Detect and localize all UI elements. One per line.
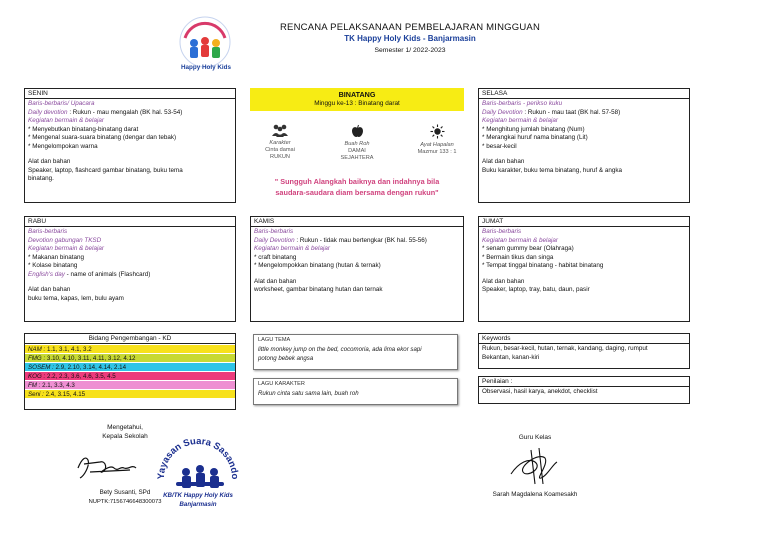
karakter-label: Karakter [269, 139, 291, 146]
tema-quote [250, 177, 464, 198]
karakter-value2: RUKUN [270, 153, 290, 160]
tema-box [250, 88, 464, 205]
spacer [254, 271, 460, 278]
activity-line: Kegiatan bermain & belajar [28, 117, 104, 124]
kd-values: 3.10, 4.10, 3.11, 4.11, 3.12, 4.12 [46, 355, 136, 362]
apple-icon [351, 124, 364, 138]
activity-line: buku tema, kapas, lem, bulu ayam [28, 294, 124, 302]
activity-line-value: : Rukun - tidak mau bertengkar (BK hal. 55-56) [296, 236, 427, 244]
activity-line: worksheet, gambar binatang hutan dan ternak [254, 286, 383, 293]
activity-line: Alat dan bahan [28, 286, 71, 293]
stamp-line-2: Banjarmasin [179, 501, 217, 508]
kd-code: SOSEM : [28, 364, 54, 371]
kd-values: 2.1, 3.3, 4.3 [42, 382, 75, 389]
activity-line: * senam gummy bear (Olahraga) [482, 245, 574, 252]
senin-box [24, 88, 236, 203]
selasa-content [479, 99, 689, 176]
buah-roh-value2: SEJAHTERA [340, 154, 374, 161]
activity-line [482, 109, 686, 118]
ayat-value: Mazmur 133 : 1 [417, 148, 457, 155]
sign-left-nuptk: NUPTK:7156746648300073 [88, 499, 162, 505]
activity-line-value: - name of animals (Flashcard) [66, 270, 151, 278]
activity-line-label: Daily Devotion [254, 236, 297, 244]
activity-line: * Bermain tikus dan singa [482, 253, 554, 261]
lagu-karakter-text: Rukun cinta satu sama lain, buah roh [258, 389, 359, 397]
kd-row [25, 353, 235, 362]
kd-values: 2.9, 2.10, 3.14, 4.14, 2.14 [55, 364, 127, 371]
sign-right-line1: Guru Kelas [518, 434, 552, 441]
selasa-title: SELASA [479, 89, 689, 99]
jumat-box [478, 216, 690, 322]
kd-values: 2.4, 3.15, 4.15 [45, 391, 86, 398]
kd-code: NAM : [28, 346, 46, 353]
activity-line: Kegiatan bermain & belajar [482, 117, 558, 124]
activity-line: * Menghitung jumlah binatang (Num) [482, 125, 585, 133]
activity-line: * craft binatang [254, 253, 297, 261]
activity-line: Baris-berbaris [254, 228, 294, 235]
activity-line: Baris-berbaris [28, 228, 68, 235]
ayat-label: Ayat Hapalan [420, 141, 454, 148]
kamis-content [251, 227, 463, 296]
keywords-line-1: Rukun, besar-kecil, hutan, ternak, kandang, daging, rumput [482, 345, 648, 352]
sign-left-name: Bety Susanti, SPd [99, 489, 151, 496]
activity-line: Kegiatan bermain & belajar [482, 236, 558, 244]
activity-line [28, 109, 232, 118]
school-name: TK Happy Holy Kids - Banjarmasin [344, 34, 476, 43]
activity-line: Alat dan bahan [254, 277, 297, 285]
stamp-line-1: KB/TK Happy Holy Kids [163, 492, 233, 499]
tema-title: BINATANG [338, 90, 376, 99]
activity-line: Alat dan bahan [482, 158, 525, 165]
kd-row [25, 371, 235, 380]
activity-line-label: Daily Devotion [482, 108, 525, 116]
school-logo [175, 14, 235, 74]
activity-line: * Makanan binatang [28, 253, 85, 261]
activity-line: Speaker, laptop, tray, batu, daun, pasir [482, 286, 590, 293]
activity-line-value: : Rukun - mau mengalah (BK hal. 53-54) [69, 108, 183, 116]
kd-code: FMG : [28, 355, 46, 362]
keywords-title: Keywords [479, 334, 689, 344]
kd-rows [25, 344, 235, 398]
ayat-item [412, 124, 462, 156]
activity-line: Buku karakter, buku tema binatang, huruf & angka [482, 166, 623, 174]
lagu-tema-box [253, 334, 458, 370]
activity-line [28, 271, 232, 280]
penilaian-title: Penilaian : [479, 377, 689, 387]
people-icon [271, 124, 289, 137]
activity-line: * Mengelompokkan binatang (hutan & ternak) [254, 262, 381, 269]
buah-roh-value: DAMAI [348, 147, 366, 154]
jumat-title: JUMAT [479, 217, 689, 227]
logo-caption: Happy Holy Kids [180, 64, 232, 71]
activity-line: Devotion gabungan TKSD [28, 236, 102, 244]
activity-line: * Mengenal suara-suara binatang (dengar dan tebak) [28, 134, 177, 141]
signature-left [70, 446, 150, 486]
rabu-title: RABU [25, 217, 235, 227]
lagu-karakter-title: LAGU KARAKTER [258, 381, 305, 387]
tema-banner [250, 88, 464, 111]
kd-row [25, 380, 235, 389]
kamis-title: KAMIS [251, 217, 463, 227]
signature-right [505, 444, 565, 488]
jumat-content [479, 227, 689, 296]
kd-row [25, 362, 235, 371]
quote-line-1: " Sungguh Alangkah baiknya dan indahnya bila [274, 177, 440, 186]
lagu-karakter-box [253, 378, 458, 405]
activity-line: * Mengelompokan warna [28, 142, 98, 150]
spacer [28, 151, 232, 158]
kd-values: 1.1, 3.1, 4.1, 3.2 [46, 346, 92, 353]
activity-line: Speaker, laptop, flashcard gambar binatang, buku tema [28, 166, 183, 174]
kd-values: 2.2, 2.3, 3.6, 4.6, 3.5, 4.5 [46, 373, 116, 380]
rabu-content [25, 227, 235, 304]
page-title: RENCANA PELAKSANAAN PEMBELAJARAN MINGGUAN [279, 22, 540, 33]
activity-line: Baris-berbaris - perikso kuku [482, 100, 563, 107]
stamp-arc-text: Yayasan Suara Sasando [155, 435, 241, 480]
activity-line: * Kolase binatang [28, 262, 78, 269]
karakter-value: Cinta damai [265, 146, 295, 153]
activity-line: binatang. [28, 175, 54, 182]
kd-table [24, 333, 236, 410]
activity-line: * Tempat tinggal binatang - habitat binatang [482, 262, 604, 269]
sun-icon [430, 124, 445, 139]
kd-row [25, 344, 235, 353]
quote-line-2: saudara-saudara diam bersama dengan rukun" [275, 187, 439, 197]
spacer [482, 151, 686, 158]
keywords-box [478, 333, 690, 369]
activity-line: Baris-berbaris [482, 228, 522, 235]
activity-line: * Merangkai huruf nama binatang (Lit) [482, 134, 588, 141]
spacer [482, 271, 686, 278]
sign-right-name: Sarah Magdalena Koamesakh [492, 491, 578, 498]
kd-code: KOG : [28, 373, 46, 380]
activity-line: Kegiatan bermain & belajar [28, 245, 104, 252]
activity-line-label: Daily devotion [28, 108, 70, 116]
activity-line: Kegiatan bermain & belajar [254, 245, 330, 252]
sign-left-line2: Kepala Sekolah [102, 432, 148, 440]
activity-line-label: English's day [28, 270, 67, 278]
activity-line: Alat dan bahan [28, 158, 71, 165]
buah-roh-item [335, 124, 379, 162]
lagu-tema-text-2: potong bebek angsa [258, 354, 314, 362]
kd-row [25, 389, 235, 398]
kd-code: Seni : [28, 391, 44, 398]
tema-subtitle: Minggu ke-13 : Binatang darat [314, 99, 400, 107]
senin-content [25, 99, 235, 185]
keywords-line-2: Bekantan, kanan-kiri [482, 353, 540, 361]
school-stamp [150, 424, 246, 520]
spacer [28, 279, 232, 286]
lagu-tema-title: LAGU TEMA [258, 337, 291, 343]
kd-title: Bidang Pengembangan - KD [25, 334, 235, 344]
sign-left-line1: Mengetahui, [107, 424, 143, 431]
lagu-tema-text-1: little monkey jump on the bed, cocomoria, ada lima ekor sapi [258, 345, 422, 353]
activity-line-value: : Rukun - mau taat (BK hal. 57-58) [524, 108, 621, 116]
penilaian-box [478, 376, 690, 404]
senin-title: SENIN [25, 89, 235, 99]
activity-line: * Menyebutkan binatang-binatang darat [28, 125, 139, 133]
rabu-box [24, 216, 236, 322]
kamis-box [250, 216, 464, 322]
kd-code: FM : [28, 382, 41, 389]
karakter-item [258, 124, 302, 161]
activity-line: Baris-berbaris/ Upacara [28, 100, 95, 107]
semester-label: Semester 1/ 2022-2023 [374, 47, 446, 54]
activity-line [254, 237, 460, 246]
activity-line: Alat dan bahan [482, 277, 525, 285]
selasa-box [478, 88, 690, 203]
activity-line: * besar-kecil [482, 142, 517, 150]
penilaian-text: Observasi, hasil karya, anekdot, checklist [482, 388, 598, 395]
buah-roh-label: Buah Roh [344, 140, 370, 147]
